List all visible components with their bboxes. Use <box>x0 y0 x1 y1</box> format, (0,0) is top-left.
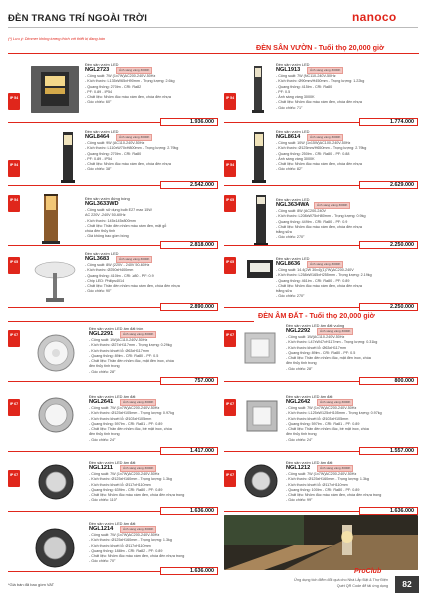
spec-line: - Góc chiếu: 71° <box>276 105 303 110</box>
product-name: Đèn sân vườn LED <box>276 62 310 67</box>
product-name: Đèn sân vườn LED <box>276 256 310 261</box>
product-name: Đèn sân vườn LED <box>85 62 119 67</box>
product-image <box>32 525 78 571</box>
product-specs <box>286 406 382 443</box>
product-code: NGL8464 <box>85 134 110 140</box>
spec-line: - Công suất: 10W (1x15W)AC100-240V-50Hz <box>276 141 351 145</box>
spec-line: - Chất liệu: Nhôm đúc màu xám đen, chóa đèn nhựa <box>85 162 171 166</box>
product-tag: Ánh sáng vàng 3000K <box>317 399 353 406</box>
product-tag: Ánh sáng vàng 3000K <box>116 67 152 74</box>
product-tag: Ánh sáng vàng 3000K <box>120 526 156 533</box>
ip-badge: IP 67 <box>224 330 236 347</box>
price-line <box>8 451 168 452</box>
spec-line: - PF: 0.89 - IP54 <box>85 156 113 161</box>
product-name: Đèn sân vườn LED <box>85 129 119 134</box>
spec-line: - Kích thước khoét lỗ: Ø117xH110mm <box>89 543 151 548</box>
product-specs <box>286 472 381 504</box>
price-box: 800.000 <box>359 377 418 385</box>
spec-line: - Ánh sáng vàng 3000K <box>276 156 315 161</box>
spec-line: - Góc chiếu: 24° <box>286 437 313 442</box>
product-image <box>248 60 268 114</box>
price-box: 1.936.000 <box>160 118 218 126</box>
product-image <box>58 130 78 184</box>
ip-badge: IP 65 <box>8 257 20 274</box>
price-line <box>8 571 168 572</box>
spec-line: - Kích thước: Ø250xH400mm <box>85 268 134 273</box>
product-code: NGL2723 <box>85 67 110 73</box>
spec-line: - Kích thước: L110xW70xH800mm - Trọng lượng: 2.79kg <box>85 146 179 151</box>
product-tag: Ánh sáng vàng 3000K <box>317 328 353 335</box>
ip-badge: IP 67 <box>8 330 20 347</box>
ip-badge: IP 65 <box>224 257 236 274</box>
spec-line: đèn thủy tinh trong <box>89 364 120 369</box>
round-inground-light-icon <box>36 462 76 502</box>
section-rule-garden <box>8 53 254 54</box>
spec-line: - Quang thông: 449lm - CRI: Ra80 - PF: 0.9 <box>276 219 348 224</box>
proclub-line-1: Ứng dụng tích điểm đổi quà cho Nhà Lắp Đặt & Thợ Điện <box>293 578 388 582</box>
product-tag: Ánh sáng vàng 3000K <box>314 202 350 209</box>
product-specs <box>286 335 377 372</box>
spec-line: - Chất liệu: Thân đèn nhôm đúc, bề mặt inox, chóa <box>286 427 369 431</box>
section-title-garden: ĐÈN SÂN VƯỜN - Tuổi thọ 20,000 giờ <box>256 43 385 52</box>
product-tag: Ánh sáng vàng 3000K <box>307 134 343 141</box>
product-tag: Ánh sáng vàng 3000K <box>307 261 343 268</box>
spec-line: trắng sữa <box>276 230 292 234</box>
spec-line: - Quang thông: 89lm - CRI: Ra80 - PF: 0.5 <box>89 353 159 358</box>
price-box: 1.636.000 <box>359 507 418 515</box>
product-specs <box>89 406 174 443</box>
price-box: 1.417.000 <box>160 447 218 455</box>
spec-line: - Quang thông: 270lm - CRI: Ra82 <box>85 84 142 89</box>
product-name: Đèn sân vườn LED âm đất <box>89 521 136 526</box>
price-box: 1.636.000 <box>160 507 218 515</box>
spec-line: - Công suất: 14.4(2W 30x4)(1)7W)AC200-240V <box>276 268 354 272</box>
bollard-light-icon <box>248 60 268 114</box>
spec-line: - Kích thước: Ø125mm/H650mm - Trọng lượng: 2.79kg <box>276 146 367 151</box>
product-name: Đèn sân vườn LED âm đất <box>89 460 136 465</box>
spec-line: - PF: 0.89 - IP54 <box>85 89 113 94</box>
product-code: NGL3633WD <box>85 201 119 207</box>
product-image <box>33 330 79 376</box>
spec-line: - Chất liệu: Nhôm đúc màu xám đen, chóa đèn nhựa trong <box>286 493 382 497</box>
spec-line: - Chip LED: Philips4014 <box>85 278 125 283</box>
spec-line: - Kích thước khoét lỗ: Ø63xH117mm <box>89 348 149 353</box>
section-title-ground: ĐÈN ÂM ĐẤT - Tuổi thọ 20,000 giờ <box>258 311 375 320</box>
ip-badge: IP 65 <box>224 195 236 212</box>
bollard-light-icon <box>248 130 270 184</box>
spec-line: - Công suất: 7W (NC110-240V-50Hz <box>276 74 336 78</box>
price-line <box>8 122 168 123</box>
spec-line: - Góc chiếu: 70° <box>89 559 116 564</box>
spec-line: - Góc chiếu: 28° <box>286 366 313 371</box>
spec-line: - Giá không bao gồm bóng <box>85 234 129 239</box>
product-name: Đèn sân vườn LED <box>276 129 310 134</box>
price-box: 2.250.000 <box>359 303 418 311</box>
price-line <box>224 307 364 308</box>
product-image <box>245 258 275 280</box>
spec-line: - Kích thước: Ø125xH160mm - Trọng lượng: 1.3kg <box>89 477 172 482</box>
spec-line: - Góc chiếu: 110° <box>89 498 118 503</box>
spec-line: - Quang thông: 597lm - CRI: Ra81 - PF: 0.89 <box>89 421 163 426</box>
spec-line: AC 220V -240V 50-60Hz <box>85 213 126 218</box>
spec-line: - Kích thước khoét lỗ: Ø103xH105mm <box>89 416 152 421</box>
spec-line: - Chất liệu: Nhôm đúc màu xám đen, chóa đèn nhựa <box>276 100 362 105</box>
product-code: NGL1211 <box>89 465 113 471</box>
round-inground-light-icon <box>32 525 78 571</box>
spec-line: - Quang thông: 89lm - CRI: Ra80 - PF: 0.5 <box>286 350 356 355</box>
spec-line: - PF: 0.5 <box>276 89 291 94</box>
spec-line: - Kích thước: Ø125xH160mm - Trọng lượng: 1.3kg <box>286 477 369 482</box>
spec-line: - Công suất: 7W (1x7W)AC200-240V-50Hz <box>89 533 160 537</box>
spec-line: - Kích thước: Ø90mm/H450mm - Trọng lượng: 1.22kg <box>276 79 365 84</box>
spec-line: - Công suất: 7W (1x7W)AC200-240V-50Hz <box>286 406 357 410</box>
ip-badge: IP 54 <box>224 160 236 177</box>
spec-line: - Quang thông: 639lm - CRI: Ra80 - PF: 0.89 <box>89 487 163 492</box>
product-specs <box>276 209 366 241</box>
spec-line: - Kích thước khoét lỗ: Ø117xH110mm <box>89 482 151 487</box>
spec-line: - Công suất: sử dụng bulb E27 max 15W <box>85 208 152 212</box>
product-image <box>36 462 76 502</box>
product-tag: Ánh sáng vàng 3000K <box>116 134 152 141</box>
page-number: 82 <box>395 576 419 593</box>
proclub-text <box>280 578 388 589</box>
nanoco-logo: nanoco <box>352 10 397 24</box>
garden-photo <box>224 515 418 570</box>
spec-line: - Công suất: 8W (220V - 240V 50-60Hz <box>85 263 150 267</box>
spec-line: - Công suất: 7W (1x7W)AC200-240V-50Hz <box>286 472 357 476</box>
spec-line: - Công suất: 8W (AC200-240V <box>276 209 327 213</box>
spec-line: - Góc chiếu: 90° <box>85 289 112 294</box>
spec-line: chóa đèn thủy tinh <box>85 229 116 233</box>
product-specs <box>89 338 174 375</box>
product-code: NGL2641 <box>89 399 114 405</box>
bollard-light-icon <box>250 193 272 247</box>
product-code: NGL2291 <box>89 331 114 337</box>
spec-line: - Công suất: 9W (AC110-240V-50Hz <box>85 141 145 145</box>
product-code: NGL1913 <box>276 67 301 73</box>
ip-badge: IP 67 <box>224 399 236 416</box>
spec-line: đèn thủy tinh trong <box>286 432 317 437</box>
spec-line: - Chất liệu: Thân đèn nhôm đúc, mặt đèn inox, chóa <box>89 359 174 363</box>
spec-line: - Công suất: 1W(AC110-240V-50Hz <box>89 338 148 342</box>
spec-line: - Chất liệu: Thân đèn nhôm đúc, mặt đèn inox, chóa <box>286 356 371 360</box>
spec-line: - Góc chiếu: 99° <box>286 498 313 503</box>
price-line <box>224 185 364 186</box>
spec-line: - Kích thước khoét lỗ: Ø117xH110mm <box>286 482 348 487</box>
product-code: NGL8614 <box>276 134 301 140</box>
product-specs <box>85 263 180 295</box>
product-specs <box>89 533 184 565</box>
square-inground-light-icon <box>244 398 280 434</box>
spec-line: - Quang thông: 461lm - CRI: Ra80 - PF: 0.89 <box>276 278 350 283</box>
spec-line: trắng sữa <box>276 289 292 293</box>
price-box: 2.890.000 <box>160 303 218 311</box>
price-box: 2.250.000 <box>359 241 418 249</box>
product-image <box>36 395 76 435</box>
product-tag: Ánh sáng vàng 3000K <box>120 399 156 406</box>
wall-lamp-icon <box>245 258 275 280</box>
spec-line: - Kích thước: L208xW75xH80mm - Trọng lượng: 0.9kg <box>276 214 366 219</box>
spec-line: - Chất liệu: Nhôm đúc màu xám đen, chóa đèn nhựa <box>276 224 362 229</box>
spec-line: - Góc chiếu: 82° <box>276 167 303 172</box>
ip-badge: IP 54 <box>8 160 20 177</box>
product-tag: Ánh sáng vàng 3000K <box>116 256 152 263</box>
product-image <box>31 66 79 113</box>
spec-line: - Kích thước: Ø125xH105mm - Trọng lượng: 0.97kg <box>89 411 174 416</box>
ip-badge: IP 67 <box>8 399 20 416</box>
ip-badge: IP 54 <box>8 195 20 212</box>
spec-line: - Quang thông: 415lm - CRI: Ra80 <box>276 84 333 89</box>
product-image <box>250 193 272 247</box>
price-box: 2.818.000 <box>160 241 218 249</box>
price-line <box>8 307 168 308</box>
spec-line: - Quang thông: 250lm - CRI: Ra80 - PF: 0.88 <box>276 151 350 156</box>
spec-line: - Kích thước: Ø27xH117mm - Trọng lượng: 0.29kg <box>89 343 172 348</box>
product-name: Đèn sân vườn LED âm đất <box>286 460 333 465</box>
price-box: 757.000 <box>160 377 218 385</box>
price-line <box>224 511 364 512</box>
spec-line: - Kích thước: L258xW165xH255mm - Trọng lượng: 2.19kg <box>276 273 372 278</box>
product-name: Đèn sân vườn đứng bóng <box>85 196 130 201</box>
price-line <box>8 511 168 512</box>
product-tag: Ánh sáng vàng 3000K <box>120 331 156 338</box>
vat-note: *Giá bán đã bao gồm VAT <box>8 582 55 587</box>
price-box: 1.636.000 <box>160 567 218 575</box>
price-line <box>8 245 168 246</box>
product-name: Đèn sân vườn LED âm đất <box>286 394 333 399</box>
product-specs <box>276 268 372 300</box>
header-divider <box>8 27 418 28</box>
product-name: Đèn sân vườn LED <box>276 197 310 202</box>
price-line <box>224 122 364 123</box>
ip-badge: IP 54 <box>224 93 236 110</box>
section-rule-garden-right <box>222 53 419 54</box>
product-code: NGL8636 <box>276 261 301 267</box>
spec-line: - Công suất: 7W (1x7W)AC200-240V-50Hz <box>89 406 160 410</box>
price-box: 1.557.000 <box>359 447 418 455</box>
spec-line: đèn thủy tinh trong <box>286 361 317 366</box>
spec-line: - Kích thước: Ø125xH160mm - Trọng lượng: 1.3kg <box>89 538 172 543</box>
spec-line: - Kích thước: L47xW47xH117mm - Trọng lượng: 0.31kg <box>286 340 378 345</box>
bollard-light-icon <box>58 130 78 184</box>
product-specs <box>89 472 184 504</box>
product-specs <box>85 74 175 106</box>
product-tag: Ánh sáng vàng 3000K <box>317 465 353 472</box>
product-code: NGL2292 <box>286 328 311 334</box>
product-image <box>36 192 66 244</box>
spec-line: - Góc chiếu: 28° <box>89 369 116 374</box>
spec-line: - Chất liệu: Thân đèn nhôm đúc, bề mặt inox, chóa <box>89 427 172 431</box>
price-line <box>224 245 364 246</box>
ip-badge: IP 67 <box>8 470 20 487</box>
spec-line: - Quang thông: 270lm - CRI: Ra80 <box>85 151 142 156</box>
product-code: NGL1212 <box>286 465 311 471</box>
spec-line: - Kích thước: L135xW65xH90mm - Trọng lượng: 2.6kg <box>85 79 175 84</box>
round-inground-light-icon <box>33 330 79 376</box>
round-inground-light-icon <box>242 462 280 500</box>
garden-photo-image <box>224 515 418 570</box>
dimmer-note: (*) Lưu ý: Dimmer không tương thích với thiết bị đang bán <box>8 37 105 41</box>
product-tag: Ánh sáng vàng 3000K <box>120 465 156 472</box>
proclub-line-2: Quét QR Code để tải ứng dụng <box>336 583 388 588</box>
price-line <box>8 185 168 186</box>
price-box: 2.542.000 <box>160 181 218 189</box>
price-box: 1.774.000 <box>359 118 418 126</box>
spec-line: - Chất liệu: Thân đèn nhôm màu xám đen, mặt gỗ <box>85 223 167 228</box>
product-image <box>30 258 80 304</box>
product-specs <box>276 74 364 111</box>
spec-line: - Kích thước khoét lỗ: Ø103xH105mm <box>286 416 349 421</box>
spec-line: - Góc chiếu: 270° <box>276 294 305 299</box>
round-inground-light-icon <box>36 395 76 435</box>
proclub-logo: ProClub <box>354 568 382 575</box>
section-rule-ground <box>8 321 254 322</box>
product-code: NGL3683 <box>85 256 110 262</box>
spec-line: - Quang thông: 410lm - CRI: ≥80 - PF: 0.9 <box>85 273 154 278</box>
price-line <box>224 381 364 382</box>
product-name: Đèn sân vườn LED âm đất tròn <box>89 326 144 331</box>
spec-line: - Góc chiếu: 60° <box>85 100 112 105</box>
product-name: Đèn sân vườn LED âm đất vuông <box>286 323 345 328</box>
product-name: Đèn sân vườn LED <box>85 251 119 256</box>
product-code: NGL3634WA <box>276 202 310 208</box>
product-code: NGL1214 <box>89 526 114 532</box>
spec-line: - Kích thước: 145x145x800mm <box>85 218 136 223</box>
spec-line: - Chất liệu: Nhôm đúc màu xám đen, chóa đèn nhựa <box>276 162 362 166</box>
spec-line: - Quang thông: 188lm - CRI: Ra82 - PF: 0.89 <box>89 548 163 553</box>
wall-lamp-icon <box>31 66 79 113</box>
spec-line: - Quang thông: 597lm - CRI: Ra81 - PF: 0.89 <box>286 421 360 426</box>
mushroom-lamp-icon <box>30 258 80 304</box>
product-image <box>248 130 270 184</box>
spec-line: - Kích thước khoét lỗ: Ø63xH117mm <box>286 345 346 350</box>
ip-badge: IP 67 <box>224 470 236 487</box>
price-line <box>8 381 168 382</box>
spec-line: - Ánh sáng vàng 3000K <box>276 95 315 99</box>
product-specs <box>85 141 178 173</box>
price-line <box>224 451 364 452</box>
price-box: 2.629.000 <box>359 181 418 189</box>
spec-line: - Công suất: 1W(AC110-240V-50Hz <box>286 335 345 339</box>
spec-line: - Chất liệu: Thân đèn nhôm màu xám đen, chóa đèn nhựa <box>85 284 180 288</box>
square-inground-light-icon <box>242 330 278 366</box>
product-specs <box>276 141 366 173</box>
product-specs <box>85 208 166 240</box>
product-image <box>242 330 278 366</box>
ip-badge: IP 54 <box>8 93 20 110</box>
spec-line: - Công suất: 7W (1x7W)AC200-240V-50Hz <box>85 74 156 78</box>
product-tag: Ánh sáng vàng 3000K <box>307 67 343 74</box>
spec-line: - Góc chiếu: 24° <box>89 437 116 442</box>
spec-line: - Công suất: 7W (1x7W)AC200-240V-50Hz <box>89 472 160 476</box>
spec-line: đèn thủy tinh trong <box>89 432 120 437</box>
spec-line: - Chất liệu: Nhôm đúc màu xám đen, chóa đèn nhựa trong <box>89 493 185 497</box>
spec-line: - Góc chiếu: 270° <box>276 235 305 240</box>
spec-line: - Quang thông: 100lm - CRI: Ra80 - PF: 0.89 <box>286 487 360 492</box>
spec-line: - Chất liệu: Nhôm đúc màu xám đen, chóa đèn nhựa trong <box>89 554 185 558</box>
spec-line: - Kích thước: L125xW125xH105mm - Trọng lượng: 0.97kg <box>286 411 382 416</box>
spec-line: - Góc chiếu: 38° <box>85 167 112 172</box>
product-image <box>244 398 280 434</box>
spec-line: - Chất liệu: Nhôm đúc màu xám đen, chóa đèn nhựa <box>85 95 171 99</box>
product-code: NGL2642 <box>286 399 311 405</box>
wood-bollard-icon <box>36 192 66 244</box>
product-image <box>242 462 280 500</box>
page-title: ĐÈN TRANG TRÍ NGOÀI TRỜI <box>8 13 148 24</box>
product-name: Đèn sân vườn LED âm đất <box>89 394 136 399</box>
spec-line: - Chất liệu: Nhôm đúc màu xám đen, chóa đèn nhựa <box>276 283 362 288</box>
